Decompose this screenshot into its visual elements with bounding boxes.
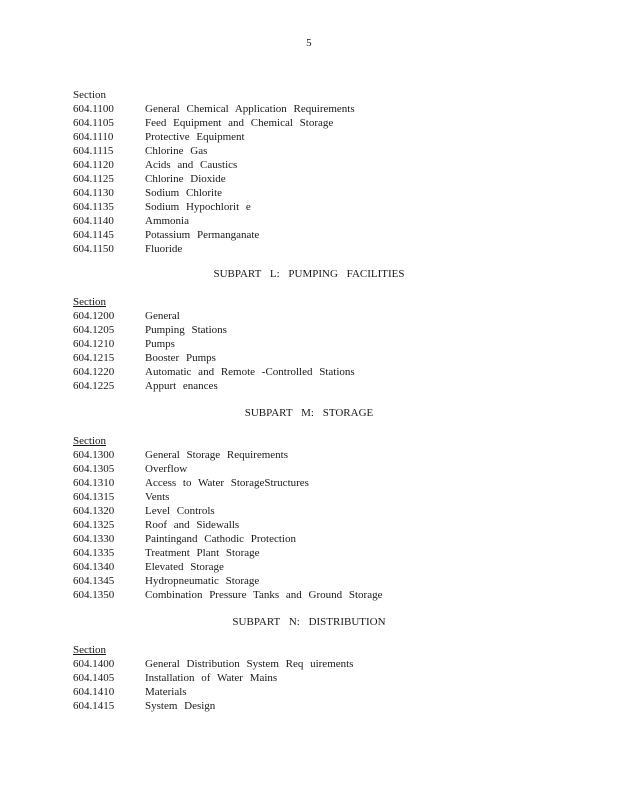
list-item [73, 309, 553, 323]
section-title: General [145, 310, 180, 322]
section-heading: Section [73, 435, 106, 447]
list-item [73, 657, 553, 671]
section-number: 604.1340 [73, 561, 115, 573]
section-heading: Section [73, 89, 106, 101]
section-title: Combination Pressure Tanks and Ground Storage [145, 589, 383, 601]
section-number: 604.1305 [73, 463, 115, 475]
section-title: Booster Pumps [145, 352, 216, 364]
section-title: Sodium Chlorite [145, 187, 223, 199]
section-title: Treatment Plant Storage [145, 547, 260, 559]
section-number: 604.1140 [73, 215, 114, 227]
section-number: 604.1335 [73, 547, 115, 559]
section-title: General Chemical Application Requirements [145, 103, 355, 115]
list-item [73, 379, 553, 393]
list-item [73, 504, 553, 518]
section-title: Feed Equipment and Chemical Storage [145, 117, 334, 129]
section-title: Paintingand Cathodic Protection [145, 533, 296, 545]
section-title: Access to Water StorageStructures [145, 477, 309, 489]
section-number: 604.1405 [73, 672, 115, 684]
section-block-storage [73, 434, 553, 602]
list-item [73, 671, 553, 685]
section-title: General Storage Requirements [145, 449, 289, 461]
section-number: 604.1325 [73, 519, 115, 531]
section-number: 604.1410 [73, 686, 115, 698]
list-item [73, 158, 553, 172]
section-number: 604.1205 [73, 324, 115, 336]
section-number: 604.1210 [73, 338, 115, 350]
list-item [73, 102, 553, 116]
section-block-chemicals [73, 88, 553, 256]
list-item [73, 476, 553, 490]
section-number: 604.1135 [73, 201, 114, 213]
section-number: 604.1400 [73, 658, 115, 670]
section-number: 604.1225 [73, 380, 115, 392]
list-item [73, 365, 553, 379]
section-number: 604.1200 [73, 310, 115, 322]
section-heading: Section [73, 296, 106, 308]
section-title: Pumps [145, 338, 175, 350]
section-title: Installation of Water Mains [145, 672, 278, 684]
list-item [73, 560, 553, 574]
section-title: Potassium Permanganate [145, 229, 260, 241]
section-title: Roof and Sidewalls [145, 519, 240, 531]
section-title: Acids and Caustics [145, 159, 238, 171]
section-number: 604.1115 [73, 145, 114, 157]
section-title: Pumping Stations [145, 324, 227, 336]
list-item [73, 490, 553, 504]
list-item [73, 242, 553, 256]
list-item [73, 685, 553, 699]
list-item [73, 214, 553, 228]
section-number: 604.1130 [73, 187, 114, 199]
list-item [73, 574, 553, 588]
section-number: 604.1110 [73, 131, 114, 143]
list-item [73, 116, 553, 130]
section-number: 604.1105 [73, 117, 114, 129]
list-item [73, 186, 553, 200]
section-title: Level Controls [145, 505, 215, 517]
section-number: 604.1415 [73, 700, 115, 712]
section-title: Fluoride [145, 243, 183, 255]
list-item [73, 337, 553, 351]
section-title: Materials [145, 686, 187, 698]
section-title: Automatic and Remote -Controlled Stations [145, 366, 355, 378]
list-item [73, 462, 553, 476]
list-item [73, 323, 553, 337]
list-item [73, 699, 553, 713]
section-number: 604.1345 [73, 575, 115, 587]
section-title: Ammonia [145, 215, 189, 227]
section-number: 604.1125 [73, 173, 114, 185]
list-item [73, 228, 553, 242]
section-title: Chlorine Gas [145, 145, 208, 157]
section-title: Chlorine Dioxide [145, 173, 226, 185]
section-number: 604.1330 [73, 533, 115, 545]
subpart-heading-n: SUBPART N: DISTRIBUTION [232, 616, 386, 628]
section-title: Elevated Storage [145, 561, 224, 573]
section-title: Appurt enances [145, 380, 218, 392]
list-item [73, 144, 553, 158]
section-number: 604.1215 [73, 352, 115, 364]
list-item [73, 546, 553, 560]
section-title: Vents [145, 491, 170, 503]
section-title: General Distribution System Req uirements [145, 658, 354, 670]
section-number: 604.1320 [73, 505, 115, 517]
section-number: 604.1100 [73, 103, 114, 115]
subpart-heading-l: SUBPART L: PUMPING FACILITIES [213, 268, 405, 280]
section-number: 604.1310 [73, 477, 115, 489]
section-number: 604.1150 [73, 243, 114, 255]
list-item [73, 130, 553, 144]
section-title: System Design [145, 700, 216, 712]
section-heading: Section [73, 644, 106, 656]
section-block-distribution [73, 643, 553, 713]
section-block-pumping [73, 295, 553, 393]
list-item [73, 518, 553, 532]
section-number: 604.1315 [73, 491, 115, 503]
section-number: 604.1350 [73, 589, 115, 601]
section-title: Sodium Hypochlorit e [145, 201, 251, 213]
section-number: 604.1300 [73, 449, 115, 461]
subpart-heading-m: SUBPART M: STORAGE [244, 407, 374, 419]
section-number: 604.1145 [73, 229, 114, 241]
list-item [73, 172, 553, 186]
section-title: Overflow [145, 463, 188, 475]
page-number: 5 [306, 37, 312, 49]
list-item [73, 532, 553, 546]
section-number: 604.1220 [73, 366, 115, 378]
section-number: 604.1120 [73, 159, 114, 171]
list-item [73, 351, 553, 365]
list-item [73, 588, 553, 602]
section-title: Hydropneumatic Storage [145, 575, 260, 587]
list-item [73, 448, 553, 462]
section-title: Protective Equipment [145, 131, 245, 143]
list-item [73, 200, 553, 214]
